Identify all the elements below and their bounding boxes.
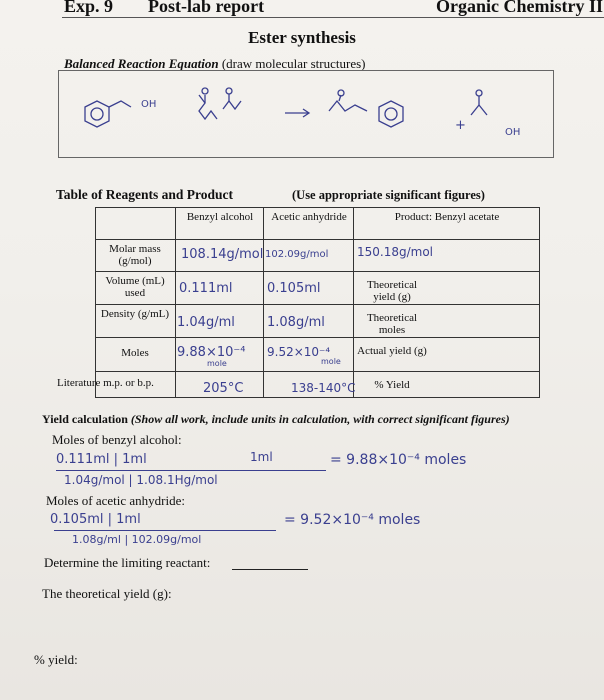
reaction-arrow [285,109,309,117]
table-line [95,239,540,240]
table-line [95,271,540,272]
yield-heading-title: Yield calculation [42,412,128,426]
oh-label-2: OH [505,127,521,138]
post-lab-title: Post-lab report [148,0,265,16]
acid-o [476,90,482,96]
table-line [95,207,96,397]
anhydride-1 [199,95,217,119]
moles-acetic-label: Moles of acetic anhydride: [46,493,185,508]
hw-lit-acetic: 138-140°C [291,381,356,395]
calc1-numerator: 0.111ml | 1ml [56,452,147,467]
yield-instructions: (Show all work, include units in calculation, with correct significant figures) [130,412,510,426]
row-volume: Volume (mL) used [105,275,165,299]
hw-vol-benzyl: 0.111ml [179,281,233,296]
col-product: Product: Benzyl acetate [394,211,500,223]
limiting-label: Determine the limiting reactant: [44,555,211,570]
calc2-fraction-bar [54,530,276,531]
hw-vol-acetic: 0.105ml [267,281,321,296]
hw-molar-acetic: 102.09g/mol [265,249,329,260]
benzene-ring-2 [379,101,403,127]
carbonyl-o-2 [226,88,232,94]
table-line [263,207,264,397]
theoretical-moles: Theoretical moles [366,312,418,336]
table-line [95,371,540,372]
theoretical-yield-label: The theoretical yield (g): [42,586,172,601]
calc1-result: = 9.88×10⁻⁴ moles [330,452,467,468]
benzyl-chain [109,101,131,107]
oh-label-1: OH [141,99,157,110]
hw-molar-benzyl: 108.14g/mol [181,247,264,262]
hw-molar-product: 150.18g/mol [357,245,434,259]
calc1-numerator-2: 1ml [250,450,273,464]
calc1-denominator: 1.04g/mol | 1.08.1Hg/mol [64,473,218,487]
col-acetic: Acetic anhydride [271,211,347,223]
table-line [175,207,176,397]
hw-moles-acetic-unit: mole [321,357,341,366]
yield-heading [42,412,510,427]
percent-yield-cell: % Yield [374,379,410,391]
course-name: Organic Chemistry II [436,0,603,16]
percent-yield-label: % yield: [34,652,78,667]
row-molar: Molar mass (g/mol) [109,243,161,267]
moles-benzyl-label: Moles of benzyl alcohol: [52,432,182,447]
actual-yield: Actual yield (g) [357,345,427,357]
header [64,0,604,18]
table-line [353,207,354,397]
hw-moles-benzyl: 9.88×10⁻⁴ [177,345,246,360]
calc2-result: = 9.52×10⁻⁴ moles [284,512,421,528]
balanced-hint: (draw molecular structures) [221,56,366,71]
benzene-ring-2-inner [385,108,397,120]
theoretical-yield: Theoretical yield (g) [366,279,418,303]
exp-number: Exp. 9 [64,0,114,16]
table-line [539,207,540,397]
col-benzyl: Benzyl alcohol [186,211,254,223]
table-line [95,337,540,338]
plus-sign: + [455,118,466,133]
table-line [95,304,540,305]
reaction-drawing-box [58,70,554,158]
table-note: (Use appropriate significant figures) [292,188,485,202]
balanced-label: Balanced Reaction Equation [64,56,219,71]
table-line [95,207,540,208]
benzene-ring-1-inner [91,108,103,120]
acetic-acid [471,105,487,115]
page-title: Ester synthesis [248,28,356,47]
carbonyl-o-1 [202,88,208,94]
hw-dens-acetic: 1.08g/ml [267,315,325,330]
anhydride-2 [223,101,241,109]
row-moles: Moles [121,347,149,359]
reagent-table [57,207,540,397]
limiting-answer-blank[interactable] [232,569,308,570]
hw-dens-benzyl: 1.04g/ml [177,315,235,330]
table-title: Table of Reagents and Product [56,187,234,202]
hw-moles-benzyl-unit: mole [207,359,227,368]
calc2-denominator: 1.08g/ml | 102.09g/mol [72,533,202,546]
calc1-fraction-bar [56,470,326,471]
table-line [95,397,540,398]
calc2-numerator: 0.105ml | 1ml [50,512,141,527]
hw-lit-benzyl: 205°C [203,381,244,396]
benzene-ring-1 [85,101,109,127]
row-lit: Literature m.p. or b.p. [57,377,154,389]
ester-chain [329,101,367,111]
header-rule [62,17,604,18]
hw-moles-acetic: 9.52×10⁻⁴ [267,345,331,359]
reaction-structures [59,71,553,157]
row-density: Density (g/mL) [100,308,170,320]
